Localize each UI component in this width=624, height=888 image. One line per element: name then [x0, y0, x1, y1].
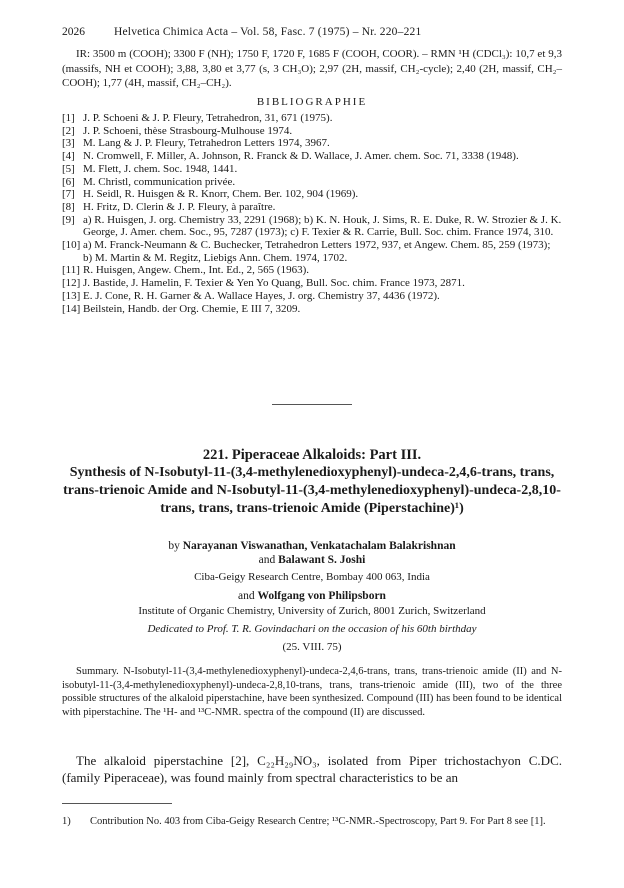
author-3: Wolfgang von Philipsborn: [257, 590, 386, 602]
reference-number: [2]: [62, 124, 75, 137]
footnote-text: Contribution No. 403 from Ciba-Geigy Research Centre; ¹³C-NMR.-Spectroscopy, Part 9. For Part 8 see [1].: [90, 816, 546, 827]
authors-line2: Balawant S. Joshi: [278, 553, 366, 566]
authors-line1: Narayanan Viswanathan, Venkatachalam Balakrishnan: [182, 540, 456, 552]
reference-number: [1]: [62, 112, 75, 124]
reference-number: [14]: [62, 302, 81, 315]
reference-text: J. Bastide, J. Hamelin, F. Texier & Yen Yo Quang, Bull. Soc. chim. France 1973, 2871.: [83, 277, 465, 290]
body-paragraph: [62, 752, 562, 786]
reference-item: [62, 290, 562, 303]
reference-text: Beilstein, Handb. der Org. Chemie, E III 7, 3209.: [83, 302, 301, 315]
reference-text: E. J. Cone, R. H. Garner & A. Wallace Hayes, J. org. Chemistry 37, 4436 (1972).: [83, 289, 440, 302]
and-word-2: and: [238, 590, 255, 602]
footnote-rule: [62, 803, 172, 804]
reference-text: M. Lang & J. P. Fleury, Tetrahedron Letters 1974, 3967.: [83, 137, 330, 150]
reference-item: [62, 137, 562, 150]
reference-number: [9]: [62, 213, 75, 226]
summary-paragraph: [62, 665, 562, 719]
reference-text: R. Huisgen, Angew. Chem., Int. Ed., 2, 565 (1963).: [83, 264, 309, 277]
reference-number: [3]: [62, 137, 75, 150]
reference-list: [62, 112, 562, 315]
received-date: (25. VIII. 75): [282, 641, 342, 653]
reference-item: [62, 112, 562, 125]
affiliation-1: Ciba-Geigy Research Centre, Bombay 400 063, India: [194, 571, 430, 583]
reference-number: [6]: [62, 175, 75, 188]
body-text: The alkaloid piperstachine [2], C₂₂H₂₉NO₃, isolated from Piper trichostachyon C.DC. (family Piperaceae), was found mainly from spectral characteristics to be an: [62, 753, 562, 785]
reference-text: H. Seidl, R. Huisgen & R. Knorr, Chem. Ber. 102, 904 (1969).: [83, 188, 359, 201]
article-title-line1: 221. Piperaceae Alkaloids: Part III.: [202, 447, 422, 463]
reference-item: [62, 264, 562, 277]
reference-text: J. P. Schoeni & J. P. Fleury, Tetrahedron, 31, 671 (1975).: [83, 112, 333, 124]
reference-item: [62, 239, 562, 264]
reference-item: [62, 176, 562, 189]
summary-text: Summary. N-Isobutyl-11-(3,4-methylenedioxyphenyl)-undeca-2,4,6-trans, trans, trans-trienoic amide (II) and N-isobutyl-11-(3,4-methylenedioxyphenyl)-undeca-2,8,10-trans, trans, trans-trienoic amide (III), two of the three possible structures of the alkaloid piperstachine, have been synthesized. Compound (III) has been found to be identical with piperstachine. The ¹H- and ¹³C-NMR. spectra of the compound (II) are discussed.: [62, 666, 562, 718]
reference-text: a) R. Huisgen, J. org. Chemistry 33, 2291 (1968); b) K. N. Houk, J. Sims, R. E. Duke, R. W. Strozier & J. K. George, J. Amer. chem. Soc., 95, 7287 (1973); c) F. Texier & R. Carrie, Bull. Soc. chim. France 1974, 310.: [83, 213, 562, 239]
footnote-number: 1): [62, 816, 71, 827]
dedication: Dedicated to Prof. T. R. Govindachari on the occasion of his 60th birthday: [147, 623, 477, 635]
journal-line: Helvetica Chimica Acta – Vol. 58, Fasc. 7 (1975) – Nr. 220–221: [114, 26, 422, 38]
reference-number: [13]: [62, 289, 81, 302]
ir-spectrum-paragraph: [62, 47, 562, 91]
reference-item: [62, 150, 562, 163]
reference-number: [12]: [62, 277, 81, 290]
affiliation-2: Institute of Organic Chemistry, University of Zurich, 8001 Zurich, Switzerland: [138, 605, 486, 617]
reference-text: M. Christl, communication privée.: [83, 175, 236, 188]
author-block: [62, 540, 562, 567]
reference-text: H. Fritz, D. Clerin & J. P. Fleury, à paraître.: [83, 200, 276, 213]
reference-item: [62, 303, 562, 316]
reference-text: J. P. Schoeni, thèse Strasbourg-Mulhouse 1974.: [83, 124, 293, 137]
article-title: [62, 446, 562, 518]
author-3-line: [62, 590, 562, 602]
reference-item: [62, 201, 562, 214]
bibliography-heading: BIBLIOGRAPHIE: [256, 96, 368, 108]
ir-spectrum-text: IR: 3500 m (COOH); 3300 F (NH); 1750 F, 1720 F, 1685 F (COOH, COOR). – RMN ¹H (CDCl₃): 10,7 et 9,3 (massifs, NH et COOH); 3,88, 3,80 et 3,77 (s, 3 CH₃O); 2,97 (2H, massif, CH₂-cycle); 2,40 (2H, massif, CH₂–COOH); 1,77 (4H, massif, CH₂–CH₂).: [62, 48, 562, 89]
footnote: [62, 815, 562, 829]
reference-number: [8]: [62, 200, 75, 213]
reference-text: a) M. Franck-Neumann & C. Buchecker, Tetrahedron Letters 1972, 937, et Angew. Chem. 85, 259 (1973); b) M. Martin & M. Regitz, Liebigs Ann. Chem. 1974, 1702.: [83, 239, 551, 264]
reference-number: [4]: [62, 150, 75, 163]
and-word: and: [258, 553, 276, 566]
reference-item: [62, 277, 562, 290]
by-word: by: [168, 540, 180, 552]
reference-item: [62, 125, 562, 138]
page-number: 2026: [62, 26, 85, 38]
reference-number: [7]: [62, 188, 75, 201]
reference-number: [10]: [62, 239, 81, 252]
reference-number: [11]: [62, 264, 80, 277]
section-divider: [272, 404, 352, 405]
reference-number: [5]: [62, 162, 75, 175]
reference-item: [62, 163, 562, 176]
reference-text: N. Cromwell, F. Miller, A. Johnson, R. Franck & D. Wallace, J. Amer. chem. Soc. 71, 3338 (1948).: [83, 150, 519, 163]
article-title-rest: Synthesis of N-Isobutyl-11-(3,4-methylenedioxyphenyl)-undeca-2,4,6-trans, trans, trans-trienoic Amide and N-Isobutyl-11-(3,4-methylenedioxyphenyl)-undeca-2,8,10-trans, trans, trans-trienoic Amide (Piperstachine)¹): [63, 465, 561, 516]
reference-item: [62, 188, 562, 201]
reference-text: M. Flett, J. chem. Soc. 1948, 1441.: [83, 162, 238, 175]
reference-item: [62, 214, 562, 239]
